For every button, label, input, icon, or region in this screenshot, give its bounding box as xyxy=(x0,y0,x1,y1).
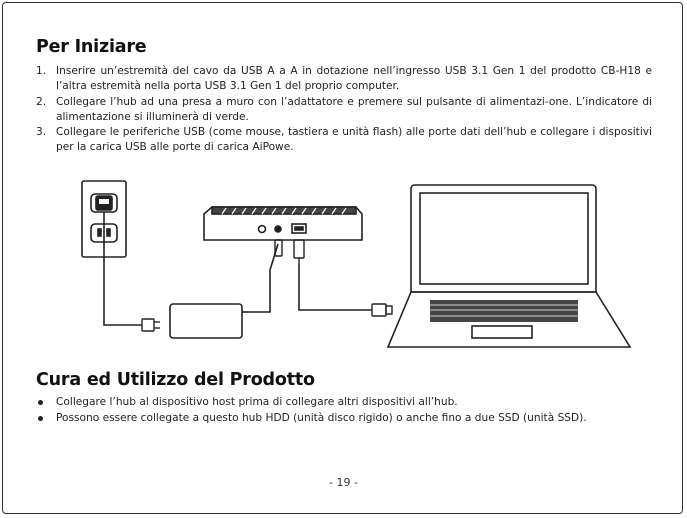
bullet-dot-icon xyxy=(38,400,43,405)
bullet-text: Possono essere collegate a questo hub HDD (unità disco rigido) o anche fino a due SSD (unità SSD). xyxy=(56,412,587,425)
bullet-item xyxy=(36,395,652,410)
bullet-dot-icon xyxy=(38,416,43,421)
page-number: - 19 - xyxy=(329,476,358,489)
step-number: 3. xyxy=(36,126,47,139)
step-number: 2. xyxy=(36,95,47,108)
usb-hub-icon xyxy=(204,207,362,240)
power-adapter-icon xyxy=(170,304,250,338)
usb-connector-icon xyxy=(372,304,392,316)
usb-plug-icon xyxy=(294,240,304,264)
section-title-care-and-use: Cura ed Utilizzo del Prodotto xyxy=(36,370,315,390)
bullet-text: Collegare l’hub al dispositivo host prima di collegare altri dispositivi all’hub. xyxy=(56,396,458,408)
adapter-cable xyxy=(250,244,278,312)
usb-cable xyxy=(299,264,372,310)
step-number: 1. xyxy=(36,65,47,77)
plug-icon xyxy=(142,319,160,331)
step-text: Inserire un’estremità del cavo da USB A a A in dotazione nell’ingresso USB 3.1 Gen 1 del prodotto CB-H18 e l’altra estremità nella porta USB 3.1 Gen 1 del proprio computer. xyxy=(56,65,652,93)
care-bullets-list xyxy=(36,395,652,428)
laptop-icon xyxy=(388,185,630,347)
bullet-item xyxy=(36,411,652,426)
section-title-getting-started: Per Iniziare xyxy=(36,37,147,57)
step-text: Collegare le periferiche USB (come mouse, tastiera e unità flash) alle porte dati dell’hub e collegare i dispositivi per la carica USB alle porte di carica AiPowe. xyxy=(56,126,652,154)
step-text: Collegare l’hub ad una presa a muro con l’adattatore e premere sul pulsante di alimentazi-one. L’indicatore di alimentazione si illuminerà di verde. xyxy=(56,95,652,123)
